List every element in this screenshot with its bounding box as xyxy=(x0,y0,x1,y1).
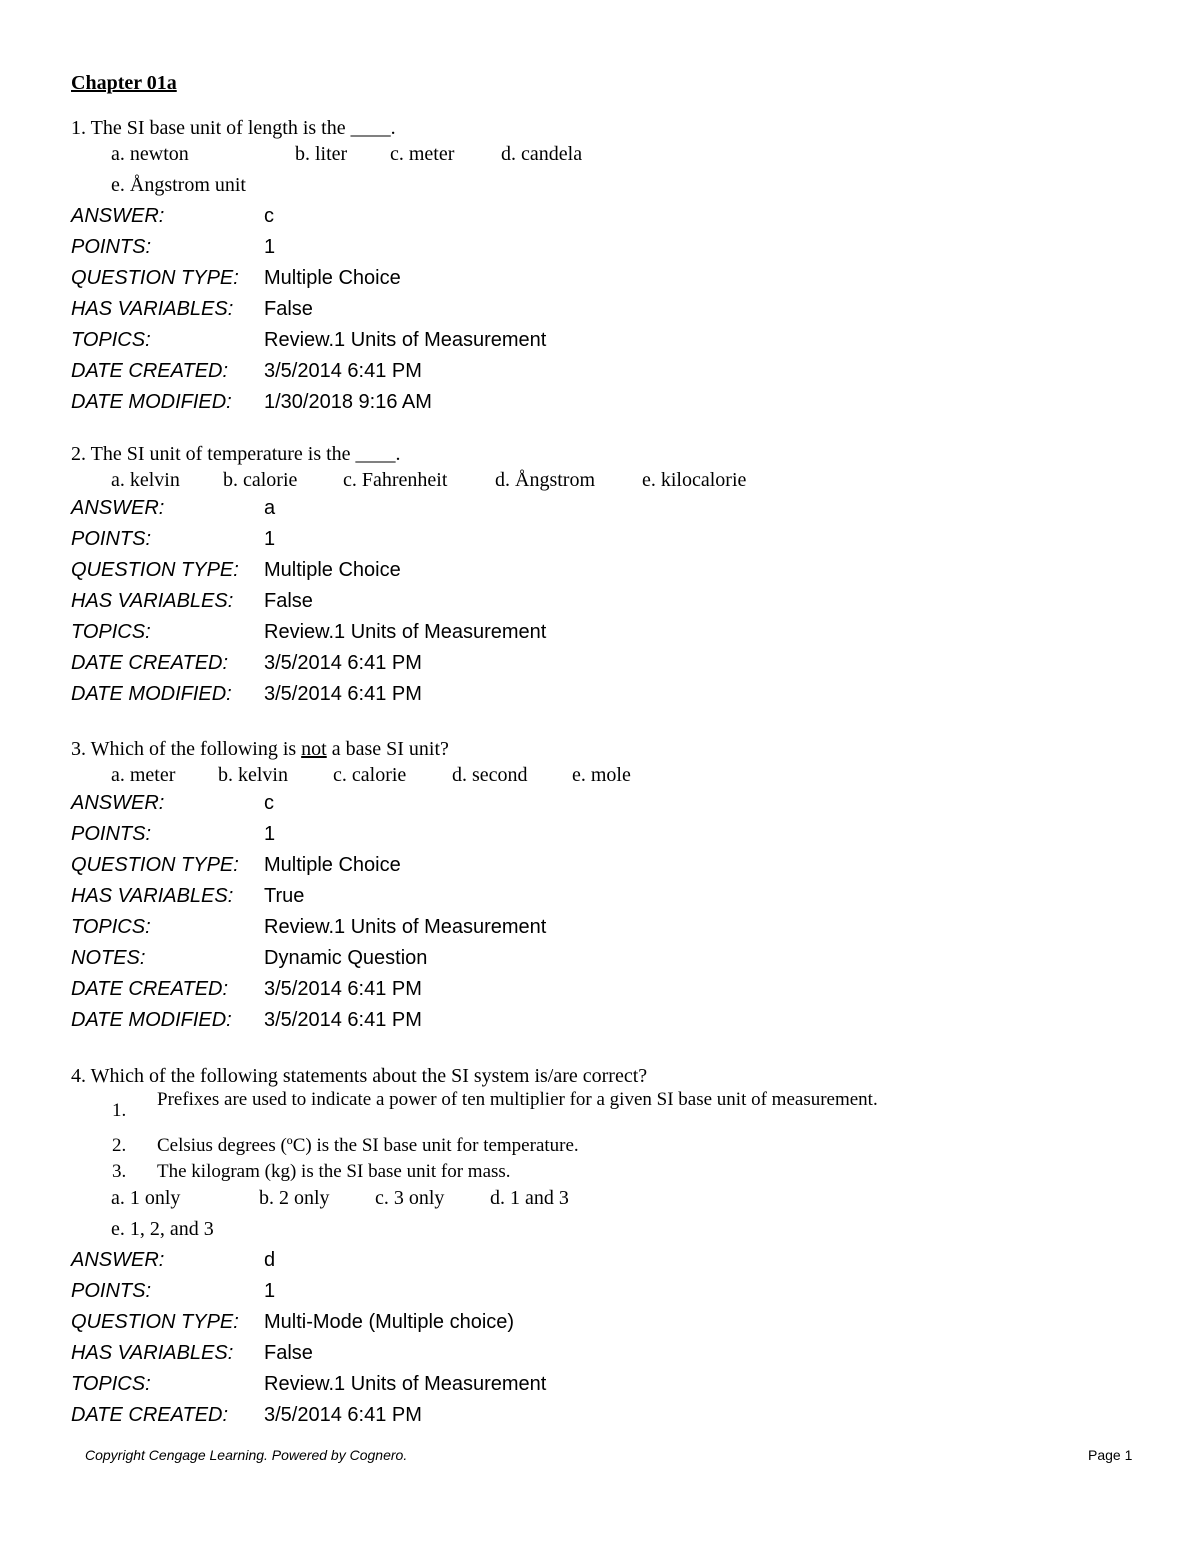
has-variables-row xyxy=(71,296,1131,327)
option-d: d. 1 and 3 xyxy=(490,1187,569,1209)
question-4 xyxy=(71,1063,1131,1433)
statement-text: Celsius degrees (ºC) is the SI base unit for temperature. xyxy=(157,1135,579,1156)
answer-label: ANSWER: xyxy=(71,497,165,519)
statement-list xyxy=(71,1089,1131,1185)
option-b: b. calorie xyxy=(223,469,298,491)
option-b: b. liter xyxy=(295,143,348,165)
points-label: POINTS: xyxy=(71,236,152,258)
statement-number: 1. xyxy=(112,1100,127,1121)
has-variables-value: False xyxy=(264,1342,313,1364)
points-row xyxy=(71,1278,1131,1309)
notes-value: Dynamic Question xyxy=(264,947,428,969)
topics-row xyxy=(71,327,1131,358)
footer-page-number: Page 1 xyxy=(1088,1447,1133,1463)
date-modified-row xyxy=(71,389,1131,420)
option-a: a. 1 only xyxy=(111,1187,181,1209)
topics-row xyxy=(71,1371,1131,1402)
has-variables-label: HAS VARIABLES: xyxy=(71,298,234,320)
has-variables-label: HAS VARIABLES: xyxy=(71,590,234,612)
points-row xyxy=(71,234,1131,265)
option-c: c. calorie xyxy=(333,764,407,786)
has-variables-row xyxy=(71,1340,1131,1371)
question-stem: 2. The SI unit of temperature is the ____. xyxy=(71,443,401,465)
answer-label: ANSWER: xyxy=(71,792,165,814)
points-value: 1 xyxy=(264,823,276,845)
points-value: 1 xyxy=(264,1280,276,1302)
question-metadata xyxy=(71,790,1131,1038)
date-modified-label: DATE MODIFIED: xyxy=(71,391,232,413)
date-modified-label: DATE MODIFIED: xyxy=(71,683,232,705)
topics-label: TOPICS: xyxy=(71,329,151,351)
answer-row xyxy=(71,203,1131,234)
question-stem xyxy=(71,736,1131,762)
question-2 xyxy=(71,441,1131,712)
date-created-value: 3/5/2014 6:41 PM xyxy=(264,1404,422,1426)
question-type-row xyxy=(71,852,1131,883)
option-e: e. mole xyxy=(572,764,631,786)
date-created-label: DATE CREATED: xyxy=(71,1404,229,1426)
date-modified-label: DATE MODIFIED: xyxy=(71,1009,232,1031)
points-label: POINTS: xyxy=(71,1280,152,1302)
topics-label: TOPICS: xyxy=(71,916,151,938)
question-type-label: QUESTION TYPE: xyxy=(71,267,239,289)
topics-label: TOPICS: xyxy=(71,1373,151,1395)
date-created-label: DATE CREATED: xyxy=(71,978,229,1000)
answer-options xyxy=(71,172,1131,203)
stem-text-before: 3. Which of the following is xyxy=(71,738,302,760)
footer-copyright: Copyright Cengage Learning. Powered by Cognero. xyxy=(85,1447,408,1463)
has-variables-value: True xyxy=(264,885,305,907)
option-c: c. 3 only xyxy=(375,1187,445,1209)
date-modified-row xyxy=(71,1007,1131,1038)
question-type-row xyxy=(71,265,1131,296)
option-b: b. kelvin xyxy=(218,764,288,786)
date-created-value: 3/5/2014 6:41 PM xyxy=(264,652,422,674)
question-metadata xyxy=(71,1247,1131,1433)
answer-label: ANSWER: xyxy=(71,1249,165,1271)
statement-2 xyxy=(71,1133,1131,1159)
date-created-label: DATE CREATED: xyxy=(71,652,229,674)
date-created-row xyxy=(71,358,1131,389)
answer-row xyxy=(71,790,1131,821)
option-d: d. Ångstrom xyxy=(495,469,595,491)
statement-number: 2. xyxy=(112,1135,127,1156)
date-created-value: 3/5/2014 6:41 PM xyxy=(264,360,422,382)
topics-label: TOPICS: xyxy=(71,621,151,643)
has-variables-label: HAS VARIABLES: xyxy=(71,885,234,907)
stem-text-after: a base SI unit? xyxy=(326,738,449,760)
option-a: a. kelvin xyxy=(111,469,180,491)
points-value: 1 xyxy=(264,236,276,258)
statement-text: Prefixes are used to indicate a power of ten multiplier for a given SI base unit of measurement. xyxy=(157,1089,878,1110)
has-variables-label: HAS VARIABLES: xyxy=(71,1342,234,1364)
option-a: a. meter xyxy=(111,764,176,786)
answer-options xyxy=(71,467,1131,495)
date-modified-value: 3/5/2014 6:41 PM xyxy=(264,1009,422,1031)
answer-options xyxy=(71,1185,1131,1216)
points-label: POINTS: xyxy=(71,823,152,845)
date-created-value: 3/5/2014 6:41 PM xyxy=(264,978,422,1000)
date-modified-row xyxy=(71,681,1131,712)
date-created-row xyxy=(71,650,1131,681)
question-type-row xyxy=(71,1309,1131,1340)
question-type-value: Multiple Choice xyxy=(264,267,401,289)
date-created-row xyxy=(71,1402,1131,1433)
option-e: e. Ångstrom unit xyxy=(111,174,246,196)
option-a: a. newton xyxy=(111,143,189,165)
question-type-label: QUESTION TYPE: xyxy=(71,854,239,876)
question-metadata xyxy=(71,495,1131,712)
points-value: 1 xyxy=(264,528,276,550)
statement-number: 3. xyxy=(112,1161,127,1182)
option-d: d. candela xyxy=(501,143,583,165)
question-type-label: QUESTION TYPE: xyxy=(71,1311,239,1333)
option-e: e. kilocalorie xyxy=(642,469,747,491)
question-type-value: Multiple Choice xyxy=(264,854,401,876)
option-c: c. meter xyxy=(390,143,455,165)
stem-emphasis: not xyxy=(301,738,327,760)
date-created-row xyxy=(71,976,1131,1007)
has-variables-row xyxy=(71,588,1131,619)
answer-row xyxy=(71,1247,1131,1278)
topics-row xyxy=(71,914,1131,945)
option-e: e. 1, 2, and 3 xyxy=(111,1218,214,1240)
topics-value: Review.1 Units of Measurement xyxy=(264,916,547,938)
answer-options xyxy=(71,1216,1131,1247)
option-c: c. Fahrenheit xyxy=(343,469,448,491)
question-type-value: Multiple Choice xyxy=(264,559,401,581)
points-row xyxy=(71,821,1131,852)
statement-3 xyxy=(71,1159,1131,1185)
question-metadata xyxy=(71,203,1131,420)
date-created-label: DATE CREATED: xyxy=(71,360,229,382)
has-variables-value: False xyxy=(264,298,313,320)
option-d: d. second xyxy=(452,764,528,786)
answer-value: d xyxy=(264,1249,276,1271)
question-3 xyxy=(71,736,1131,1038)
question-stem: 1. The SI base unit of length is the ____. xyxy=(71,117,396,139)
points-row xyxy=(71,526,1131,557)
has-variables-value: False xyxy=(264,590,313,612)
question-1 xyxy=(71,115,1131,420)
notes-label: NOTES: xyxy=(71,947,146,969)
answer-value: c xyxy=(264,205,274,227)
date-modified-value: 1/30/2018 9:16 AM xyxy=(264,391,432,413)
question-type-value: Multi-Mode (Multiple choice) xyxy=(264,1311,515,1333)
date-modified-value: 3/5/2014 6:41 PM xyxy=(264,683,422,705)
topics-row xyxy=(71,619,1131,650)
answer-options xyxy=(71,762,1131,790)
statement-text: The kilogram (kg) is the SI base unit for mass. xyxy=(157,1161,511,1182)
question-stem: 4. Which of the following statements about the SI system is/are correct? xyxy=(71,1065,648,1087)
topics-value: Review.1 Units of Measurement xyxy=(264,1373,547,1395)
chapter-title: Chapter 01a xyxy=(71,72,177,94)
topics-value: Review.1 Units of Measurement xyxy=(264,329,547,351)
question-type-row xyxy=(71,557,1131,588)
answer-row xyxy=(71,495,1131,526)
answer-label: ANSWER: xyxy=(71,205,165,227)
question-type-label: QUESTION TYPE: xyxy=(71,559,239,581)
points-label: POINTS: xyxy=(71,528,152,550)
answer-value: c xyxy=(264,792,274,814)
answer-options xyxy=(71,141,1131,172)
notes-row xyxy=(71,945,1131,976)
answer-value: a xyxy=(264,497,276,519)
statement-1 xyxy=(71,1089,1131,1133)
topics-value: Review.1 Units of Measurement xyxy=(264,621,547,643)
has-variables-row xyxy=(71,883,1131,914)
option-b: b. 2 only xyxy=(259,1187,330,1209)
